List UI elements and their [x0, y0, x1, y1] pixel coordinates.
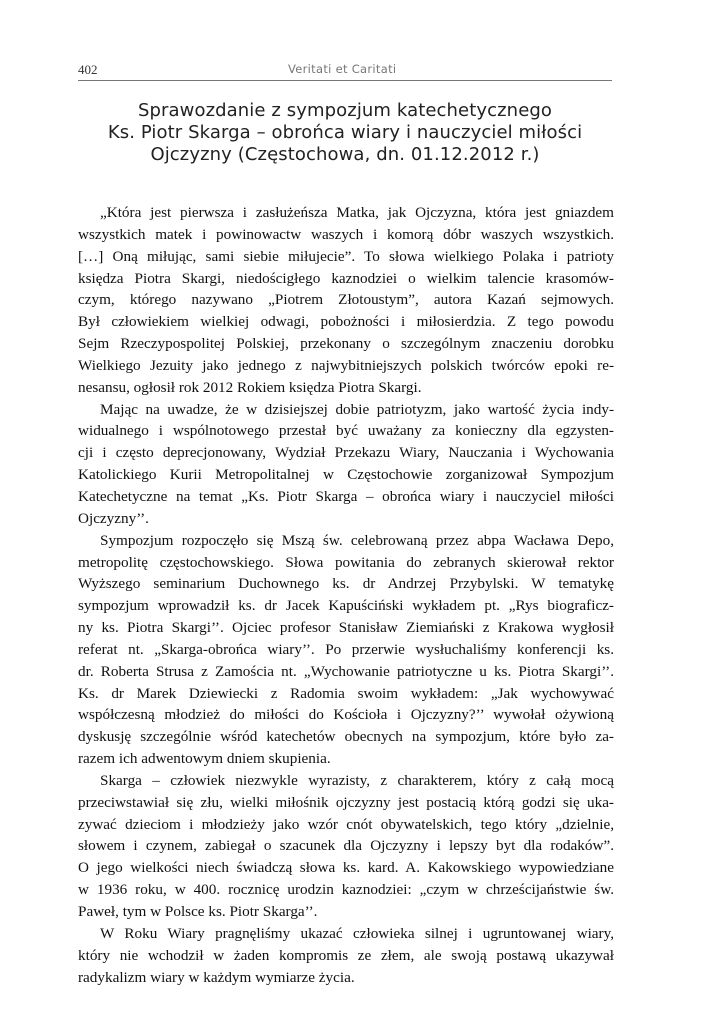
text-line: nesansu, ogłosił rok 2012 Rokiem księdza Piotra Skargi. [78, 378, 422, 396]
text-line: księdza Piotra Skargi, niedościgłego kaznodziei o wielkim talencie krasomów- [78, 269, 614, 287]
running-header [78, 62, 612, 81]
text-line: Katolickiego Kurii Metropolitalnej w Częstochowie zorganizował Sympozjum [78, 466, 614, 484]
text-line: referat nt. „Skarga-obrońca wiary’’. Po przerwie wysłuchaliśmy konferencji ks. [78, 640, 614, 658]
paragraph [78, 202, 614, 399]
article-title-line: Ks. Piotr Skarga – obrońca wiary i nauczyciel miłości [107, 122, 583, 143]
text-line: Paweł, tym w Polsce ks. Piotr Skarga’’. [78, 903, 318, 920]
paragraph [78, 770, 614, 923]
text-line: współczesną młodzież do miłości do Kościoła i Ojczyzny?’’ wywołał ożywioną [78, 706, 614, 724]
text-line: dr. Roberta Strusa z Zamościa nt. „Wychowanie patriotyczne u ks. Piotra Skargi’’. [78, 662, 614, 680]
text-line: metropolitę częstochowskiego. Słowa powitania do zebranych skierował rektor [78, 553, 614, 571]
text-line: Sympozjum rozpoczęło się Mszą św. celebrowaną przez abpa Wacława Depo, [100, 531, 614, 549]
text-line: sympozjum wprowadził ks. dr Jacek Kapuściński wykładem pt. „Rys biograficz- [78, 597, 614, 615]
text-line: Skarga – człowiek niezwykle wyrazisty, z charakterem, który z całą mocą [100, 771, 614, 789]
text-line: O jego wielkości niech świadczą słowa ks. kard. A. Kakowskiego wypowiedziane [78, 859, 614, 877]
text-line: który nie wchodził w żaden kompromis ze złem, ale swoją postawą ukazywał [78, 946, 614, 964]
page-number: 402 [78, 62, 98, 77]
text-line: zywać dzieciom i młodzieży jako wzór cnót obywatelskich, tego który „dzielnie, [78, 815, 614, 833]
article-body [78, 202, 614, 988]
text-line: czym, którego nazywano „Piotrem Złotoustym”, autora Kazań sejmowych. [78, 291, 614, 309]
text-line: Był człowiekiem wielkiej odwagi, pobożności i miłosierdzia. Z tego powodu [78, 313, 614, 331]
text-line: razem ich adwentowym dniem skupienia. [78, 750, 331, 768]
text-line: W Roku Wiary pragnęliśmy ukazać człowieka silnej i ugruntowanej wiary, [100, 924, 614, 942]
article-title [78, 100, 612, 166]
paragraph [78, 399, 614, 530]
text-line: Wielkiego Jezuity jako jednego z najwybitniejszych polskich twórców epoki re- [78, 356, 614, 374]
text-line: cji i często deprecjonowany, Wydział Przekazu Wiary, Nauczania i Wychowania [78, 444, 614, 462]
running-title: Veritati et Caritati [288, 62, 397, 76]
paragraph [78, 923, 614, 989]
text-line: wszystkich matek i powinowactw waszych i komorą dóbr waszych wszystkich. [78, 225, 614, 243]
text-line: Katechetyczne na temat „Ks. Piotr Skarga – obrońca wiary i nauczyciel miłości [78, 487, 614, 505]
article-title-line: Sprawozdanie z sympozjum katechetycznego [137, 100, 553, 121]
text-line: słowem i czynem, zabiegał o szacunek dla Ojczyzny i lepszy byt dla rodaków”. [78, 837, 614, 855]
text-line: dyskusję szczególnie wśród katechetów obecnych na sympozjum, które było za- [78, 728, 614, 746]
text-line: ny ks. Piotra Skargi’’. Ojciec profesor Stanisław Ziemiański z Krakowa wygłosił [78, 619, 614, 637]
text-line: Sejm Rzeczypospolitej Polskiej, przekonany o szczególnym znaczeniu dorobku [78, 335, 614, 353]
text-line: widualnego i wspólnotowego przestał być uważany za konieczny dla egzysten- [78, 422, 614, 440]
text-line: Ojczyzny’’. [78, 509, 149, 527]
text-line: Wyższego seminarium Duchownego ks. dr Andrzej Przybylski. W tematykę [78, 575, 614, 593]
text-line: Ks. dr Marek Dziewiecki z Radomia swoim wykładem: „Jak wychowywać [78, 684, 614, 702]
text-line: „Która jest pierwsza i zasłużeńsza Matka, jak Ojczyzna, która jest gniazdem [100, 204, 614, 221]
text-line: przeciwstawiał się złu, wielki miłośnik ojczyzny jest postacią którą godzi się uka- [78, 793, 614, 811]
text-line: w 1936 roku, w 400. rocznicę urodzin kaznodziei: „czym w chrześcijaństwie św. [78, 881, 614, 899]
article-title-line: Ojczyzny (Częstochowa, dn. 01.12.2012 r.) [150, 144, 540, 165]
text-line: Mając na uwadze, że w dzisiejszej dobie patriotyzm, jako wartość życia indy- [100, 400, 614, 418]
text-line: radykalizm wiary w każdym wymiarze życia. [78, 968, 355, 986]
paragraph [78, 530, 614, 770]
text-line: […] Oną miłując, sami siebie miłujecie”. To słowa wielkiego Polaka i patrioty [78, 247, 614, 265]
